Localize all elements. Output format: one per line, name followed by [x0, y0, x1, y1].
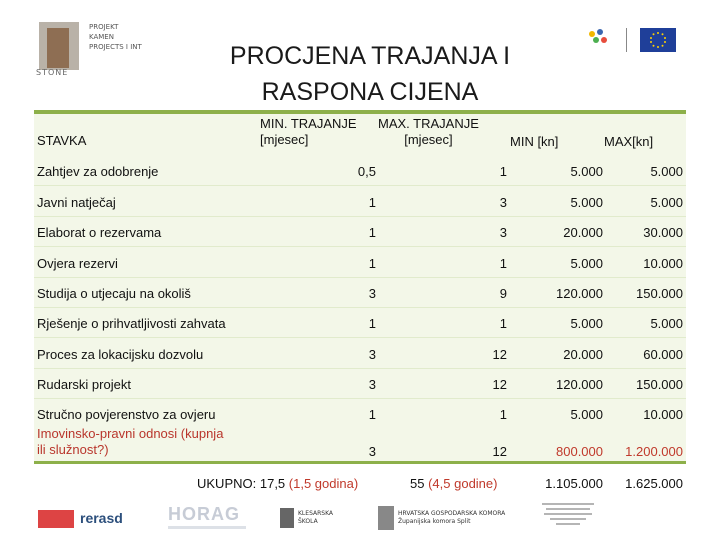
table-bottom-rule [34, 461, 686, 464]
row-max-duration: 12 [492, 347, 507, 362]
total-min-kn: 1.105.000 [545, 476, 603, 491]
rerasd-logo-text: rerasd [80, 510, 123, 526]
title-line-2: RASPONA CIJENA [261, 78, 479, 106]
table-row [34, 340, 686, 369]
row-min-kn: 120.000 [556, 377, 603, 392]
row-min-kn: 20.000 [563, 347, 603, 362]
row-max-duration: 3 [499, 195, 507, 210]
row-min-duration: 1 [368, 225, 376, 240]
table-row [34, 370, 686, 399]
row-min-kn: 5.000 [570, 407, 603, 422]
total-label: UKUPNO: [197, 476, 257, 491]
stone-logo [33, 18, 145, 80]
stone-logo-text-1: PROJEKT KAMEN [89, 23, 119, 41]
stone-logo-word: STONE [36, 68, 69, 77]
row-name: Elaborat o rezervama [37, 225, 162, 240]
row-min-duration: 3 [368, 286, 376, 301]
skola-line-1: KLESARSKA [298, 510, 334, 517]
table-row [34, 188, 686, 217]
row-max-kn: 60.000 [643, 347, 683, 362]
header-stavka: STAVKA [37, 133, 87, 148]
last-row-max-duration: 12 [492, 444, 507, 459]
table-row [34, 400, 686, 428]
ministry-text-icon [536, 500, 600, 530]
last-row-name-line-2: ili služnost?) [37, 442, 109, 457]
programme-logo-icon [584, 26, 612, 50]
row-min-kn: 5.000 [570, 164, 603, 179]
row-name: Javni natječaj [37, 195, 116, 210]
table-row [34, 279, 686, 308]
total-max-note: (4,5 godine) [428, 476, 498, 491]
row-max-duration: 9 [499, 286, 507, 301]
table-row-last [34, 437, 686, 461]
row-max-duration: 3 [499, 225, 507, 240]
total-max-value: 55 [410, 476, 425, 491]
klesarska-skola-logo [280, 500, 340, 534]
hgk-text [398, 510, 505, 526]
row-min-duration: 0,5 [357, 164, 376, 179]
row-min-duration: 1 [368, 316, 376, 331]
row-max-kn: 150.000 [636, 286, 683, 301]
row-max-duration: 12 [492, 377, 507, 392]
row-name: Studija o utjecaju na okoliš [37, 286, 191, 301]
total-min-value: 17,5 [259, 476, 286, 491]
header-min-trajanje-label: MIN. TRAJANJE [260, 116, 357, 131]
table-row [34, 157, 686, 186]
rerasd-logo [38, 500, 138, 534]
row-name: Ovjera rezervi [37, 256, 118, 271]
row-min-kn: 20.000 [563, 225, 603, 240]
last-row-max-kn: 1.200.000 [625, 444, 683, 459]
row-max-kn: 10.000 [643, 256, 683, 271]
row-name: Zahtjev za odobrenje [37, 164, 159, 179]
klesarska-skola-text [298, 510, 333, 526]
row-min-duration: 1 [368, 195, 376, 210]
rerasd-logo-icon [38, 510, 74, 528]
row-min-kn: 5.000 [570, 316, 603, 331]
row-max-duration: 1 [499, 256, 507, 271]
hgk-line-1: HRVATSKA GOSPODARSKA KOMORA [398, 510, 506, 517]
row-max-kn: 5.000 [650, 164, 683, 179]
row-min-duration: 3 [368, 377, 376, 392]
table-row [34, 218, 686, 247]
horag-logo-text: HORAG [168, 504, 240, 524]
table-row [34, 309, 686, 338]
stone-logo-k [47, 28, 69, 68]
skola-line-2: ŠKOLA [298, 518, 318, 525]
header-min-kn: MIN [kn] [510, 134, 559, 149]
eu-flag-icon [640, 28, 676, 52]
row-name: Stručno povjerenstvo za ovjeru [37, 407, 216, 422]
eu-logos [584, 22, 684, 56]
row-min-kn: 5.000 [570, 256, 603, 271]
title-line-1: PROCJENA TRAJANJA I [229, 42, 511, 70]
horag-logo-underline [168, 526, 246, 529]
last-row-name-line-1: Imovinsko-pravni odnosi (kupnja [37, 426, 224, 441]
row-min-duration: 1 [368, 256, 376, 271]
total-min-note: (1,5 godina) [288, 476, 359, 491]
row-name: Proces za lokacijsku dozvolu [37, 347, 204, 362]
slide-title [200, 38, 540, 110]
logo-separator [626, 28, 627, 52]
row-min-duration: 3 [368, 347, 376, 362]
hgk-line-2: Županijska komora Split [398, 518, 471, 525]
stone-logo-text [89, 22, 145, 52]
stone-logo-text-2: PROJECTS I INT [89, 43, 142, 51]
header-min-trajanje-unit: [mjesec] [260, 132, 309, 147]
header-max-kn: MAX[kn] [604, 134, 654, 149]
total-max-kn: 1.625.000 [625, 476, 683, 491]
row-max-duration: 1 [499, 316, 507, 331]
row-max-kn: 5.000 [650, 195, 683, 210]
header-max-trajanje [378, 116, 479, 148]
header-min-trajanje [260, 116, 357, 148]
last-row-min-kn: 800.000 [556, 444, 603, 459]
row-min-kn: 120.000 [556, 286, 603, 301]
total-duration-max [410, 476, 497, 491]
table-top-rule [34, 110, 686, 114]
hgk-logo [378, 500, 508, 534]
header-max-trajanje-label: MAX. TRAJANJE [378, 116, 479, 131]
row-max-kn: 10.000 [643, 407, 683, 422]
row-max-duration: 1 [499, 164, 507, 179]
row-min-duration: 1 [368, 407, 376, 422]
row-name: Rješenje o prihvatljivosti zahvata [37, 316, 226, 331]
table-row [34, 249, 686, 278]
total-duration-min [197, 476, 358, 491]
row-name: Rudarski projekt [37, 377, 131, 392]
horag-logo [168, 500, 248, 534]
row-max-kn: 30.000 [643, 225, 683, 240]
row-max-duration: 1 [499, 407, 507, 422]
row-max-kn: 5.000 [650, 316, 683, 331]
ministry-logo [536, 500, 600, 534]
hgk-crest-icon [378, 506, 394, 530]
last-row-min-duration: 3 [368, 444, 376, 459]
row-max-kn: 150.000 [636, 377, 683, 392]
row-min-kn: 5.000 [570, 195, 603, 210]
header-max-trajanje-unit: [mjesec] [404, 132, 453, 147]
school-crest-icon [280, 508, 294, 528]
